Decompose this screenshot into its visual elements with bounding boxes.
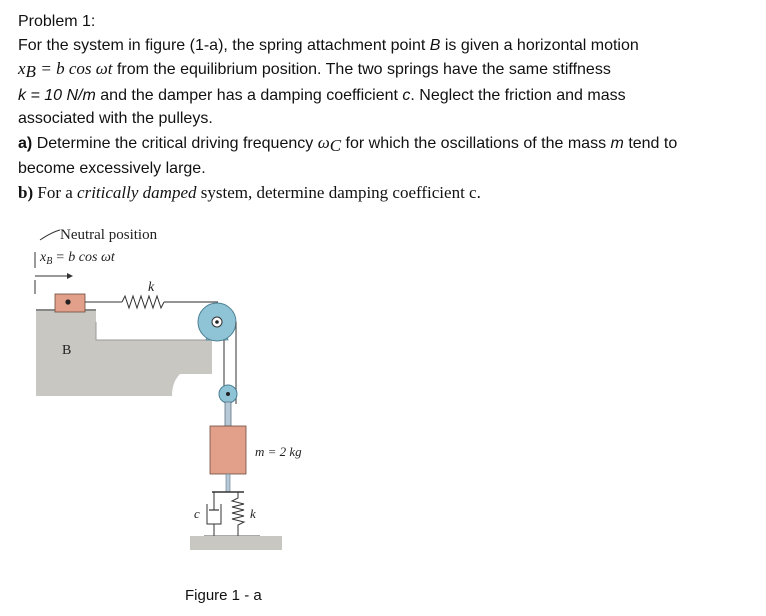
mass-rod	[226, 474, 230, 492]
part-a: a) Determine the critical driving frequency $\omega_C$ for which the oscillations of the mass m tend to	[18, 132, 678, 155]
xb-label: $x_B = b$ cos ωt	[40, 250, 115, 267]
problem-line-3: k = 10 N/m and the damper has a damping coefficient c. Neglect the friction and mass	[18, 86, 626, 104]
problem-line-4: associated with the pulleys.	[18, 110, 213, 127]
point-b-label: B	[62, 343, 72, 358]
ground-bottom	[190, 536, 282, 550]
problem-line-1: For the system in figure (1-a), the spring attachment point B is given a horizontal motion	[18, 36, 639, 54]
pulley-top-axle	[215, 320, 219, 324]
neutral-pointer-line	[40, 230, 60, 240]
ground-base-edge	[96, 322, 212, 340]
hanger-rod	[225, 402, 231, 426]
problem-text	[18, 10, 758, 204]
mass-block	[210, 426, 246, 474]
figure-caption: Figure 1 - a	[185, 587, 262, 604]
part-a-cont: become excessively large.	[18, 160, 206, 177]
problem-line-2: $x_B = b$ cos ωt from the equilibrium position. The two springs have the same stiffness	[18, 59, 611, 81]
spring-bottom-k-label: k	[250, 506, 256, 521]
spring-top	[122, 296, 164, 308]
part-b: b) For a critically damped system, determine damping coefficient c.	[18, 182, 481, 202]
pulley-small-axle	[226, 392, 230, 396]
ground-base	[36, 322, 212, 396]
block-b-pin	[65, 299, 70, 304]
displacement-arrowhead	[67, 273, 73, 279]
mass-label: m = 2 kg	[255, 444, 302, 459]
mechanism-figure	[22, 218, 322, 588]
spring-bottom	[232, 492, 244, 536]
problem-title: Problem 1:	[18, 13, 96, 30]
spring-top-k-label: k	[148, 280, 155, 295]
neutral-position-label: Neutral position	[60, 227, 158, 243]
damper-c-label: c	[194, 506, 200, 521]
